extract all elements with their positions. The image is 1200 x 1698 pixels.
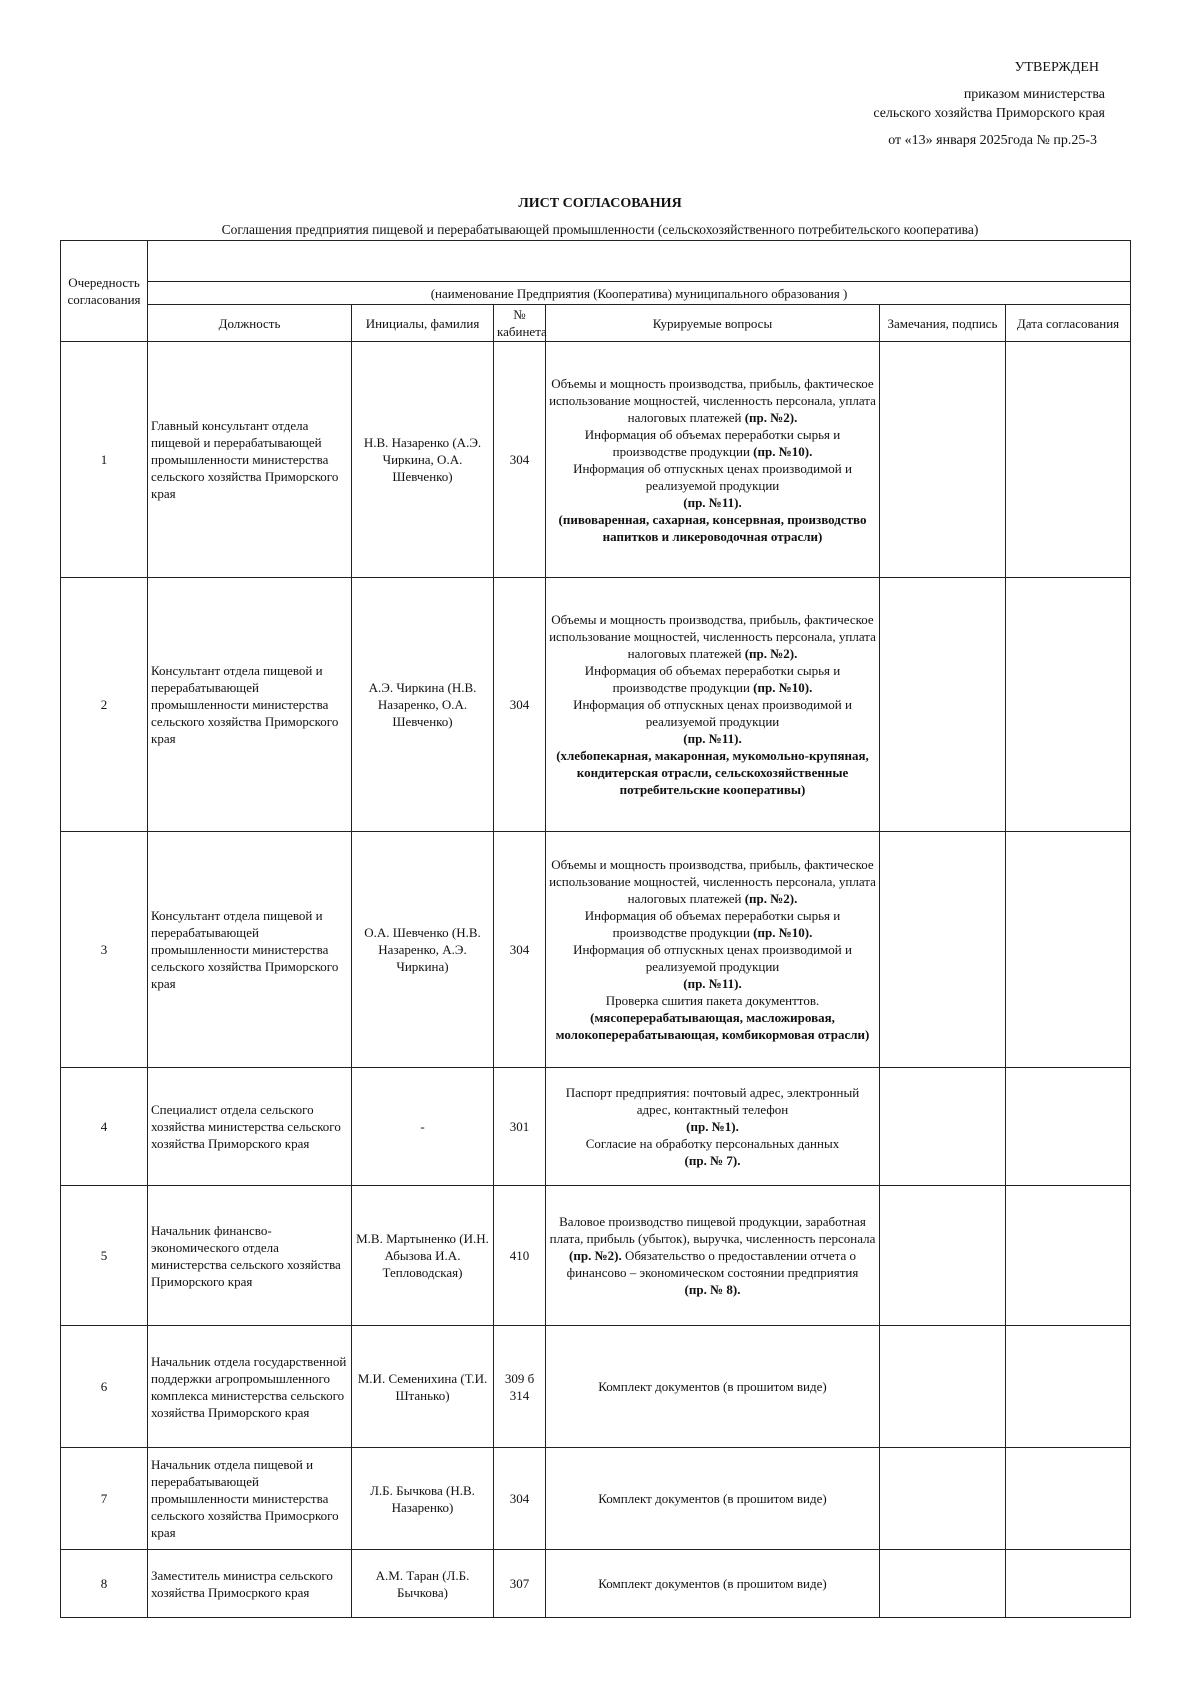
names-cell: А.Э. Чиркина (Н.В. Назаренко, О.А. Шевченко) [352,578,494,832]
issue-ref: (пр. №11). [683,976,742,991]
issues-cell [546,1068,880,1186]
names-cell: Н.В. Назаренко (А.Э. Чиркина, О.А. Шевченко) [352,342,494,578]
issues-cell [546,578,880,832]
organization-label: (наименование Предприятия (Кооператива) муниципального образования ) [148,282,1131,305]
room-cell: 307 [494,1550,546,1618]
issues-cell [546,342,880,578]
table-row [61,1186,1131,1326]
issues-cell: Комплект документов (в прошитом виде) [546,1326,880,1448]
approval-title: УТВЕРЖДЕН [1014,60,1099,75]
col-header-position: Должность [148,305,352,342]
document-title: ЛИСТ СОГЛАСОВАНИЯ [518,196,682,211]
issue-text: Объемы и мощность производства, прибыль, фактическое использование мощностей, численность персонала, уплата налоговых платежей (пр. №2). [549,612,876,661]
approval-stamp [685,58,1105,150]
room-cell: 301 [494,1068,546,1186]
remarks-cell[interactable] [880,1448,1006,1550]
col-header-issues: Курируемые вопросы [546,305,880,342]
issue-text: Валовое производство пищевой продукции, заработная плата, прибыль (убыток), выручка, численность персонала (пр. №2). Обязательство о предоставлении отчета о финансово – экономическом состоянии предприятия [549,1214,876,1280]
date-cell[interactable] [1006,1068,1131,1186]
date-cell[interactable] [1006,342,1131,578]
room-cell: 410 [494,1186,546,1326]
industries-text: (пивоваренная, сахарная, консервная, производство напитков и ликероводочная отрасли) [558,511,867,544]
names-cell: - [352,1068,494,1186]
row-number: 7 [61,1448,148,1550]
issues-cell: Комплект документов (в прошитом виде) [546,1550,880,1618]
room-cell: 304 [494,1448,546,1550]
issue-ref: (пр. № 7). [684,1153,741,1168]
col-header-remarks: Замечания, подпись [880,305,1006,342]
position-cell: Главный консультант отдела пищевой и перерабатывающей промышленности министерства сельского хозяйства Приморского края [148,342,352,578]
date-cell[interactable] [1006,1326,1131,1448]
issue-text: Информация об отпускных ценах производимой и реализуемой продукции [573,697,852,729]
names-cell: А.М. Таран (Л.Б. Бычкова) [352,1550,494,1618]
approval-line-1: приказом министерства [963,87,1105,102]
industries-text: (мясоперерабатывающая, масложировая, молокоперерабатывающая, комбикормовая отрасли) [555,1010,870,1042]
issue-text: Информация об отпускных ценах производимой и реализуемой продукции [573,460,852,493]
row-number: 8 [61,1550,148,1618]
room-cell: 309 б 314 [494,1326,546,1448]
row-number: 2 [61,578,148,832]
position-cell: Консультант отдела пищевой и перерабатывающей промышленности министерства сельского хозяйства Приморского края [148,578,352,832]
remarks-cell[interactable] [880,1068,1006,1186]
room-cell: 304 [494,578,546,832]
room-cell: 304 [494,342,546,578]
issue-text: Информация об отпускных ценах производимой и реализуемой продукции [573,942,852,974]
order-header: Очередность согласования [61,241,148,342]
approval-line-2: сельского хозяйства Приморского края [873,106,1105,121]
table-row [61,342,1131,578]
table-row [61,832,1131,1068]
date-cell[interactable] [1006,1186,1131,1326]
position-cell: Консультант отдела пищевой и перерабатывающей промышленности министерства сельского хозяйства Приморского края [148,832,352,1068]
organization-name-field [148,241,1131,282]
date-cell[interactable] [1006,832,1131,1068]
issues-cell: Комплект документов (в прошитом виде) [546,1448,880,1550]
approval-date: от «13» января 2025года № пр.25-3 [888,133,1097,148]
issue-text: Объемы и мощность производства, прибыль, фактическое использование мощностей, численность персонала, уплата налоговых платежей (пр. №2). [549,857,876,906]
document-subtitle: Соглашения предприятия пищевой и перерабатывающей промышленности (сельскохозяйственного потребительского кооператива) [221,222,979,237]
position-cell: Начальник отдела пищевой и перерабатывающей промышленности министерства сельского хозяйства Примосркого края [148,1448,352,1550]
remarks-cell[interactable] [880,342,1006,578]
date-cell[interactable] [1006,578,1131,832]
row-number: 3 [61,832,148,1068]
position-cell: Специалист отдела сельского хозяйства министерства сельского хозяйства Приморского края [148,1068,352,1186]
position-cell: Начальник финансво-экономического отдела министерства сельского хозяйства Приморского края [148,1186,352,1326]
row-number: 4 [61,1068,148,1186]
issue-text: Объемы и мощность производства, прибыль, фактическое использование мощностей, численность персонала, уплата налоговых платежей (пр. №2). [549,375,876,425]
issue-ref: (пр. № 8). [684,1282,741,1297]
issue-ref: (пр. №1). [686,1119,739,1134]
col-header-names: Инициалы, фамилия [352,305,494,342]
names-cell: Л.Б. Бычкова (Н.В. Назаренко) [352,1448,494,1550]
col-header-room: № кабинета [494,305,546,342]
names-cell: О.А. Шевченко (Н.В. Назаренко, А.Э. Чиркина) [352,832,494,1068]
remarks-cell[interactable] [880,832,1006,1068]
table-row [61,1068,1131,1186]
date-cell[interactable] [1006,1550,1131,1618]
room-cell: 304 [494,832,546,1068]
issue-text: Согласие на обработку персональных данных [585,1136,840,1151]
table-row [61,1448,1131,1550]
position-cell: Заместитель министра сельского хозяйства Примоcркого края [148,1550,352,1618]
issues-cell [546,832,880,1068]
issue-text: Информация об объемах переработки сырья и производстве продукции (пр. №10). [584,908,841,940]
remarks-cell[interactable] [880,1186,1006,1326]
table-row [61,578,1131,832]
approval-table [60,240,1131,1618]
issue-text: Информация об объемах переработки сырья и производстве продукции (пр. №10). [584,663,841,695]
names-cell: М.В. Мартыненко (И.Н. Абызова И.А. Тепловодская) [352,1186,494,1326]
issue-text: Проверка сшития пакета документтов. [605,993,820,1008]
row-number: 1 [61,342,148,578]
position-cell: Начальник отдела государственной поддержки агропромышленного комплекса министерства сельского хозяйства Приморского края [148,1326,352,1448]
issue-ref: (пр. №11). [683,494,742,510]
industries-text: (хлебопекарная, макаронная, мукомольно-крупяная, кондитерская отрасли, сельскохозяйственные потребительские кооперативы) [556,748,869,797]
table-row [61,1326,1131,1448]
issue-ref: (пр. №11). [683,731,742,746]
issues-cell [546,1186,880,1326]
remarks-cell[interactable] [880,1550,1006,1618]
row-number: 5 [61,1186,148,1326]
issue-text: Информация об объемах переработки сырья и производстве продукции (пр. №10). [584,426,841,459]
date-cell[interactable] [1006,1448,1131,1550]
remarks-cell[interactable] [880,1326,1006,1448]
table-row [61,1550,1131,1618]
row-number: 6 [61,1326,148,1448]
issue-text: Паспорт предприятия: почтовый адрес, электронный адрес, контактный телефон [565,1085,860,1117]
col-header-date: Дата согласования [1006,305,1131,342]
remarks-cell[interactable] [880,578,1006,832]
names-cell: М.И. Семенихина (Т.И. Штанько) [352,1326,494,1448]
